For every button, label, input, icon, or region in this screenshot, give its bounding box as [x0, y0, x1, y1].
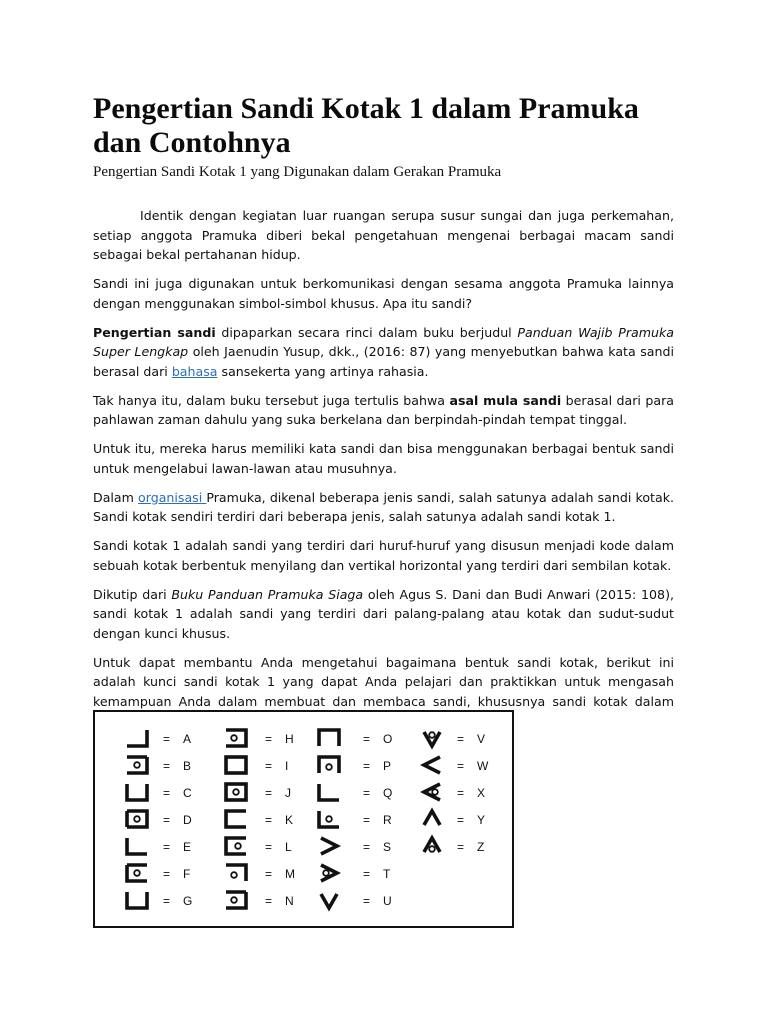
- cipher-entry-h: [226, 730, 294, 746]
- cipher-entry-x: [424, 784, 485, 800]
- cipher-entry-m: [226, 865, 295, 881]
- cipher-entry-b: [127, 757, 191, 773]
- cipher-symbol-z: [424, 838, 440, 852]
- equals-sign: =: [163, 894, 171, 908]
- link-organisasi[interactable]: organisasi: [138, 489, 207, 505]
- cipher-symbol-x: [424, 784, 440, 800]
- cipher-letter: L: [285, 840, 292, 854]
- cipher-symbol-a: [127, 730, 147, 746]
- cipher-letter: N: [285, 894, 294, 908]
- cipher-letter: Q: [383, 786, 393, 800]
- cipher-key-image: [93, 710, 514, 928]
- cipher-symbol-q: [319, 784, 339, 800]
- cipher-symbol-c: [127, 784, 147, 800]
- equals-sign: =: [265, 759, 273, 773]
- paragraph-7: Sandi kotak 1 adalah sandi yang terdiri dari huruf-huruf yang disusun menjadi kode dalam sebuah kotak berbentuk menyilang dan vertikal horizontal yang terdiri dari sembilan kotak.: [93, 538, 674, 573]
- cipher-entry-d: [127, 811, 192, 827]
- cipher-letter: K: [285, 813, 294, 827]
- equals-sign: =: [163, 759, 171, 773]
- cipher-entry-o: [319, 730, 392, 746]
- equals-sign: =: [163, 732, 171, 746]
- cipher-letter: E: [183, 840, 192, 854]
- equals-sign: =: [163, 867, 171, 881]
- cipher-symbol-s: [321, 838, 337, 854]
- cipher-entry-i: [226, 757, 288, 773]
- cipher-symbol-d: [127, 811, 147, 827]
- article-body: [93, 206, 674, 740]
- bold-term: Pengertian sandi: [93, 324, 216, 340]
- cipher-symbol-k: [226, 811, 246, 827]
- cipher-entry-j: [226, 784, 291, 800]
- cipher-entry-y: [424, 811, 485, 827]
- cipher-letter: U: [383, 894, 392, 908]
- equals-sign: =: [363, 759, 371, 773]
- cipher-letter: W: [477, 759, 489, 773]
- cipher-symbol-j: [226, 784, 246, 800]
- cipher-symbol-h: [226, 730, 246, 746]
- cipher-entry-w: [424, 757, 489, 773]
- cipher-letter: Z: [477, 840, 485, 854]
- cipher-entry-k: [226, 811, 293, 827]
- cipher-letter: A: [183, 732, 192, 746]
- cipher-symbol-t: [321, 865, 337, 881]
- equals-sign: =: [265, 840, 273, 854]
- cipher-symbol-p: [319, 757, 339, 773]
- equals-sign: =: [457, 840, 465, 854]
- cipher-key-diagram: [95, 712, 512, 926]
- cipher-letter: D: [183, 813, 192, 827]
- cipher-symbol-f: [127, 865, 147, 881]
- book-title: Panduan Wajib Pramuka Super Lengkap: [93, 324, 675, 359]
- article-title: Pengertian Sandi Kotak 1 dalam Pramuka dan Contohnya: [93, 92, 639, 159]
- equals-sign: =: [363, 813, 371, 827]
- cipher-entry-v: [424, 732, 485, 746]
- cipher-symbol-m: [226, 865, 246, 881]
- cipher-symbol-v: [424, 732, 440, 746]
- equals-sign: =: [265, 867, 273, 881]
- cipher-entry-u: [321, 894, 392, 908]
- cipher-symbol-u: [321, 894, 337, 908]
- equals-sign: =: [163, 786, 171, 800]
- cipher-entry-f: [127, 865, 190, 881]
- cipher-letter: Y: [477, 813, 486, 827]
- cipher-letter: H: [285, 732, 294, 746]
- cipher-symbol-b: [127, 757, 147, 773]
- cipher-entry-q: [319, 784, 392, 800]
- cipher-symbol-w: [424, 757, 440, 773]
- paragraph-6: Dalam organisasi Pramuka, dikenal beberapa jenis sandi, salah satunya adalah sandi kotak. Sandi kotak sendiri terdiri dari beberapa jenis, salah satunya adalah sandi kotak 1.: [93, 489, 675, 524]
- cipher-letter: I: [285, 759, 289, 773]
- equals-sign: =: [363, 894, 371, 908]
- cipher-letter: P: [383, 759, 392, 773]
- cipher-letter: C: [183, 786, 192, 800]
- cipher-symbol-o: [319, 730, 339, 746]
- article-subtitle: Pengertian Sandi Kotak 1 yang Digunakan dalam Gerakan Pramuka: [93, 164, 502, 180]
- equals-sign: =: [457, 813, 465, 827]
- cipher-letter: X: [477, 786, 486, 800]
- cipher-symbol-i: [226, 757, 246, 773]
- link-bahasa[interactable]: bahasa: [171, 363, 218, 379]
- cipher-entry-e: [127, 838, 191, 854]
- cipher-entry-p: [319, 757, 391, 773]
- paragraph-1: Identik dengan kegiatan luar ruangan serupa susur sungai dan juga perkemahan, setiap anggota Pramuka diberi bekal pengetahuan mengenai berbagai macam sandi sebagai bekal pertahanan hidup.: [93, 208, 674, 262]
- cipher-entry-t: [321, 865, 391, 881]
- cipher-entry-z: [424, 838, 484, 854]
- paragraph-9: Untuk dapat membantu Anda mengetahui bagaimana bentuk sandi kotak, berikut ini adalah kunci sandi kotak 1 yang dapat Anda pelajari dan praktikkan untuk mengasah kemampuan Anda dalam membuat dan membaca sandi, khususnya sandi kotak dalam: [93, 654, 674, 709]
- cipher-entry-a: [127, 730, 191, 746]
- equals-sign: =: [163, 840, 171, 854]
- cipher-symbol-r: [319, 811, 339, 827]
- equals-sign: =: [265, 894, 273, 908]
- equals-sign: =: [363, 786, 371, 800]
- cipher-letter: B: [183, 759, 192, 773]
- cipher-letter: M: [285, 867, 295, 881]
- equals-sign: =: [163, 813, 171, 827]
- equals-sign: =: [265, 786, 273, 800]
- cipher-entry-n: [226, 892, 294, 908]
- bold-term: asal mula sandi: [449, 392, 562, 408]
- cipher-symbol-n: [226, 892, 246, 908]
- cipher-letter: T: [383, 867, 391, 881]
- paragraph-3: Pengertian sandi dipaparkan secara rinci dalam buku berjudul Panduan Wajib Pramuka Super Lengkap oleh Jaenudin Yusup, dkk., (2016: 87) yang menyebutkan bahwa kata sandi berasal dari bahasa sansekerta yang artinya rahasia.: [93, 324, 675, 379]
- equals-sign: =: [363, 867, 371, 881]
- cipher-entry-r: [319, 811, 392, 827]
- equals-sign: =: [265, 813, 273, 827]
- cipher-symbol-g: [127, 892, 147, 908]
- cipher-letter: O: [383, 732, 393, 746]
- cipher-letter: J: [285, 786, 291, 800]
- paragraph-2: Sandi ini juga digunakan untuk berkomunikasi dengan sesama anggota Pramuka lainnya dengan menggunakan simbol-simbol khusus. Apa itu sandi?: [93, 276, 674, 311]
- equals-sign: =: [457, 732, 465, 746]
- cipher-symbol-l: [226, 838, 246, 854]
- equals-sign: =: [457, 786, 465, 800]
- cipher-entry-l: [226, 838, 292, 854]
- equals-sign: =: [363, 840, 371, 854]
- cipher-letter: S: [383, 840, 392, 854]
- paragraph-8: Dikutip dari Buku Panduan Pramuka Siaga oleh Agus S. Dani dan Budi Anwari (2015: 108), sandi kotak 1 adalah sandi yang terdiri dari palang-palang atau kotak dan sudut-sudut dengan kunci khusus.: [93, 586, 674, 641]
- cipher-entry-c: [127, 784, 192, 800]
- cipher-letter: F: [183, 867, 191, 881]
- cipher-entry-g: [127, 892, 192, 908]
- equals-sign: =: [457, 759, 465, 773]
- cipher-symbol-y: [424, 811, 440, 825]
- cipher-entry-s: [321, 838, 391, 854]
- paragraph-4: Tak hanya itu, dalam buku tersebut juga tertulis bahwa asal mula sandi berasal dari para pahlawan zaman dahulu yang suka berkelana dan berpindah-pindah tempat tinggal.: [93, 392, 674, 427]
- equals-sign: =: [363, 732, 371, 746]
- cipher-symbol-e: [127, 838, 147, 854]
- book-title: Buku Panduan Pramuka Siaga: [171, 586, 364, 602]
- cipher-letter: G: [183, 894, 193, 908]
- paragraph-5: Untuk itu, mereka harus memiliki kata sandi dan bisa menggunakan berbagai bentuk sandi untuk mengelabui lawan-lawan atau musuhnya.: [93, 441, 674, 476]
- cipher-letter: R: [383, 813, 392, 827]
- equals-sign: =: [265, 732, 273, 746]
- cipher-letter: V: [477, 732, 486, 746]
